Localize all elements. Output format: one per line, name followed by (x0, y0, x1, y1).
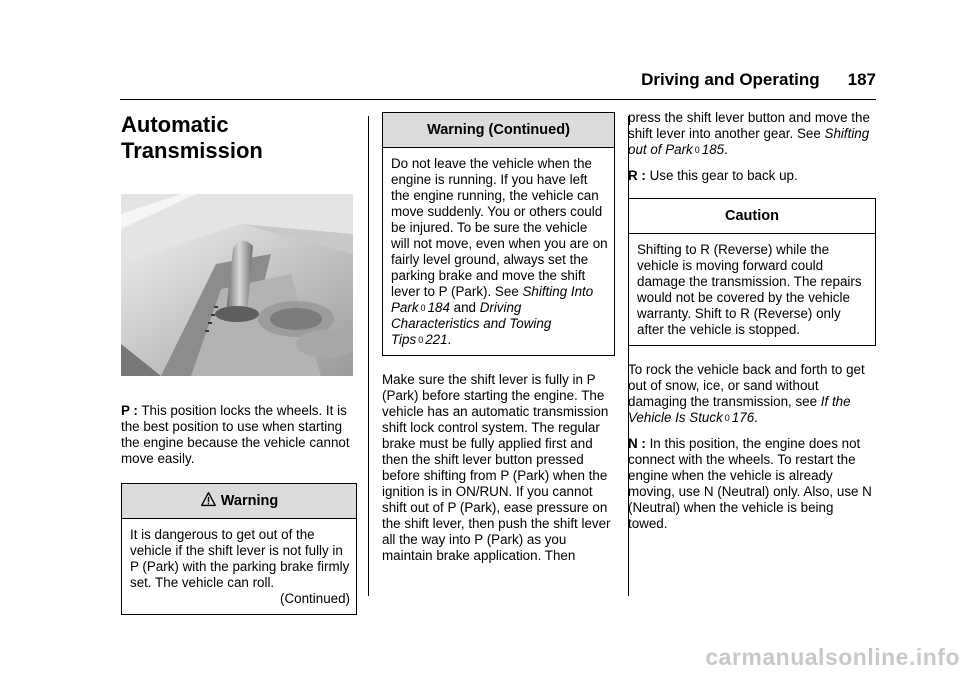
rock-end: . (754, 410, 758, 425)
warning-continued-body (383, 148, 614, 355)
heading-line-1: Automatic (121, 112, 229, 137)
caution-box (628, 198, 876, 346)
page-header (0, 70, 876, 96)
column-1 (121, 108, 357, 631)
shift-lock-paragraph: Make sure the shift lever is fully in P (Park) before starting the engine. The vehicle has an automatic transmission shift lock control system. The regular brake must be fully applied first and then the shift lever button pressed before shifting from P (Park) when the ignition is in ON/RUN. If you cannot shift out of P (Park), ease pressure on the shift lever, then push the shift lever all the way into P (Park) as you maintain brake application. Then (382, 372, 611, 563)
p-park-paragraph (121, 403, 357, 467)
continued-paragraph (628, 110, 876, 158)
n-text: In this position, the engine does not connect with the wheels. To restart the engine when the vehicle is already moving, use N (Neutral) only. Also, use N (Neutral) when the vehicle is being towed. (628, 436, 872, 531)
ref-vehicle-stuck[interactable]: If the Vehicle Is Stuck (628, 394, 851, 425)
continued-end: . (724, 142, 728, 157)
r-label: R : (628, 168, 646, 183)
caution-header: Caution (629, 199, 875, 234)
ref-page-185[interactable]: 185 (701, 142, 725, 157)
ref-and: and (449, 300, 480, 315)
p-label: P : (121, 403, 138, 418)
rock-text: To rock the vehicle back and forth to get out of snow, ice, or sand without damaging the transmission, see (628, 362, 865, 409)
ref-page-176[interactable]: 176 (731, 410, 755, 425)
heading-line-2: Transmission (121, 138, 263, 163)
warning-text: It is dangerous to get out of the vehicle if the shift lever is not fully in P (Park) with the parking brake firmly set. The vehicle can roll. (130, 527, 350, 590)
p-text: This position locks the wheels. It is the best position to use when starting the engine because the vehicle cannot move easily. (121, 403, 350, 466)
n-neutral-paragraph (628, 436, 876, 532)
column-2 (382, 108, 615, 574)
r-text: Use this gear to back up. (645, 168, 798, 183)
warning-continued-text: Do not leave the vehicle when the engine is running. If you have left the engine running, the vehicle can move suddenly. You or others could be injured. To be sure the vehicle will not move, even when you are on fairly level ground, always set the parking brake and move the shift lever to P (Park). See (391, 156, 608, 299)
ref-shifting-into-park[interactable]: Shifting Into Park (391, 284, 594, 315)
page-ref-arrow-icon: 0 (420, 303, 426, 313)
ref-shifting-out-of-park[interactable]: Shifting out of Park (628, 126, 870, 157)
header-rule (120, 99, 876, 100)
page-ref-arrow-icon: 0 (694, 145, 700, 155)
page-number: 187 (847, 70, 876, 89)
column-divider-1 (368, 116, 369, 596)
section-heading (121, 112, 357, 164)
page-ref-arrow-icon: 0 (724, 413, 730, 423)
watermark: carmanualsonline.info (705, 644, 960, 670)
column-3 (628, 108, 876, 542)
shift-lever-illustration (121, 194, 353, 376)
caution-body: Shifting to R (Reverse) while the vehicle is moving forward could damage the transmission. The repairs would not be covered by the vehicle warranty. Shift to R (Reverse) only after the vehicle is stopped. (637, 242, 862, 337)
continued-text: press the shift lever button and move the shift lever into another gear. See (628, 110, 870, 141)
warning-body (122, 519, 356, 614)
ref-page-221[interactable]: 221 (425, 332, 448, 347)
warning-continued-box (382, 112, 615, 356)
section-title: Driving and Operating (641, 70, 820, 89)
r-reverse-paragraph (628, 168, 876, 184)
warning-continued: (Continued) (280, 591, 350, 606)
rock-vehicle-paragraph (628, 362, 876, 426)
warning-continued-header: Warning (Continued) (383, 113, 614, 148)
ref-period: . (447, 332, 452, 347)
warning-header (122, 484, 356, 519)
page-ref-arrow-icon: 0 (418, 335, 424, 345)
warning-triangle-icon (200, 491, 217, 508)
ref-page-184[interactable]: 184 (427, 300, 450, 315)
ref-driving-characteristics[interactable]: Driving Characteristics and Towing Tips (391, 300, 552, 347)
warning-heading: Warning (220, 493, 279, 509)
warning-box (121, 483, 357, 615)
n-label: N : (628, 436, 646, 451)
shift-lever-photo (121, 194, 353, 376)
